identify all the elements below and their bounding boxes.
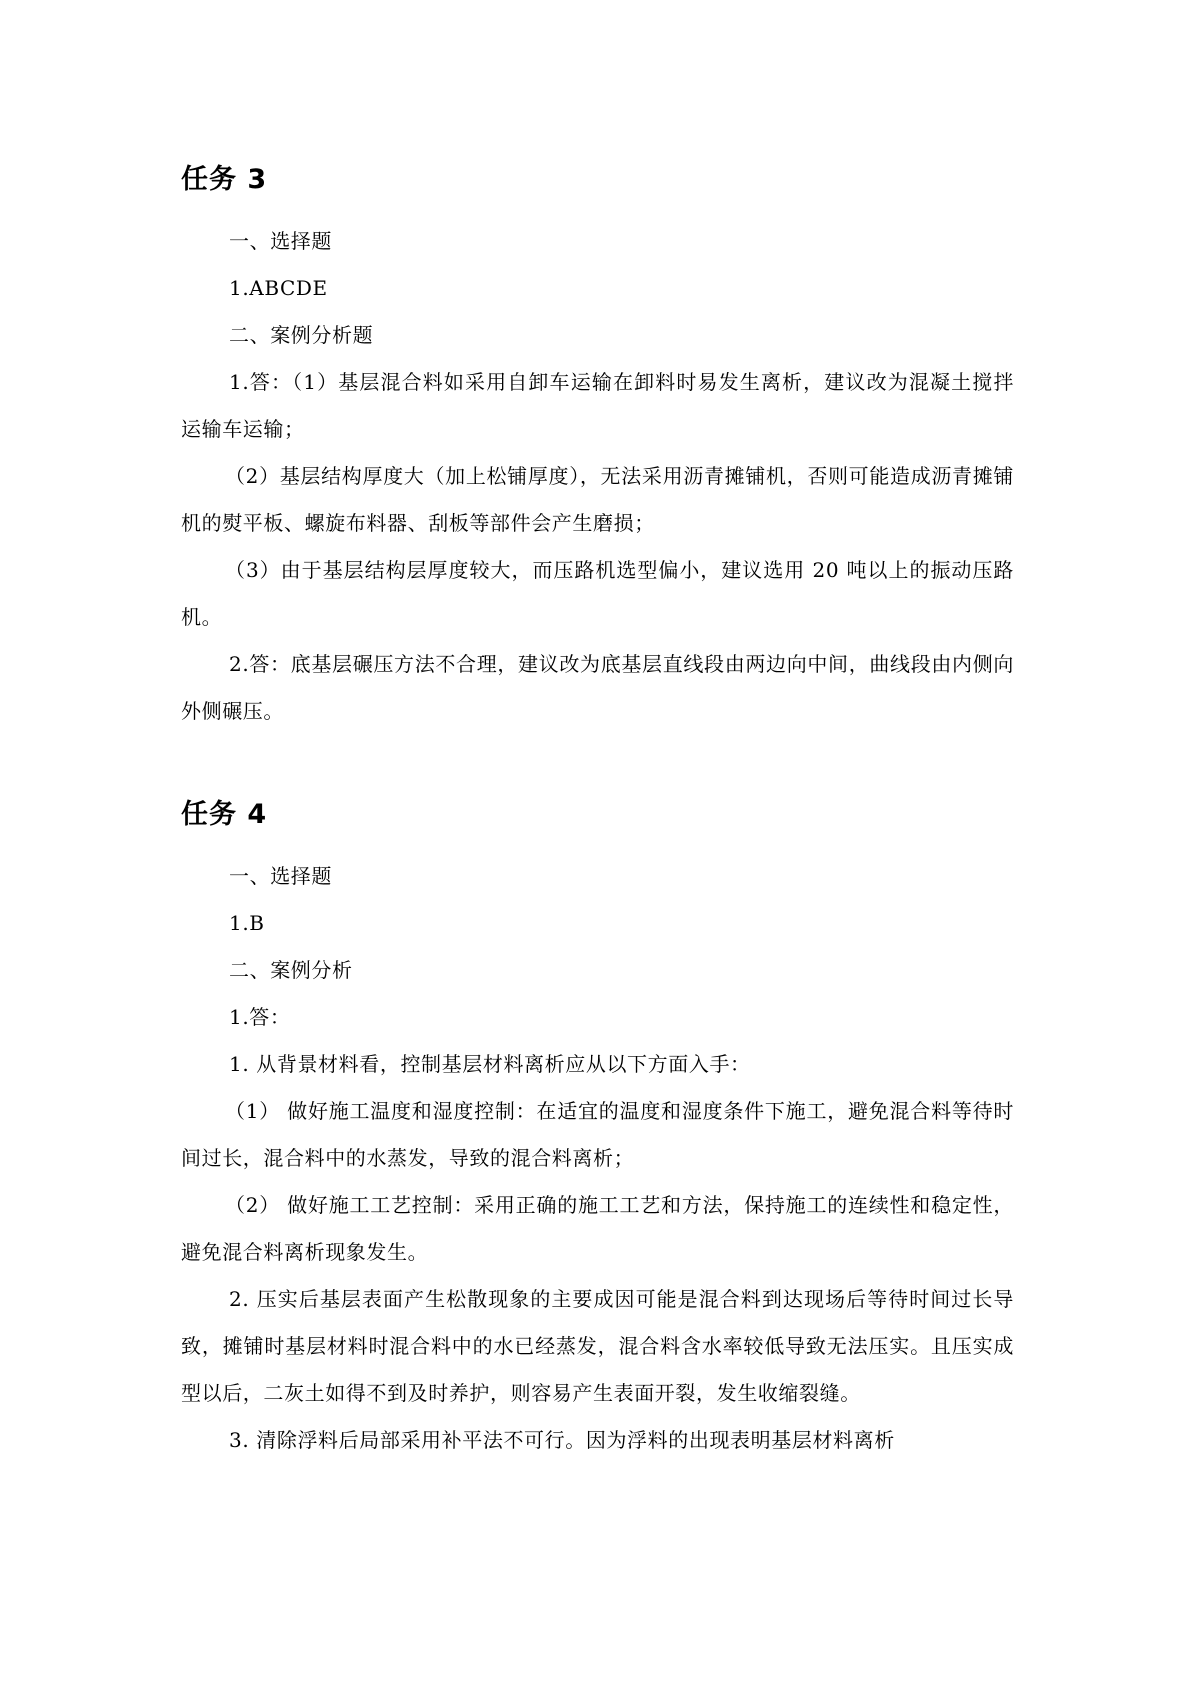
paragraph: 1.答： (229, 1005, 291, 1029)
spacer (181, 200, 1014, 218)
section-title: 任务 3 (181, 164, 268, 195)
section-task-4 (181, 795, 1014, 1464)
paragraph: （2）基层结构厚度大（加上松铺厚度），无法采用沥青摊铺机，否则可能造成沥青摊铺机的熨平板、螺旋布料器、刮板等部件会产生磨损； (181, 464, 1014, 535)
section-title: 任务 4 (181, 799, 268, 830)
paragraph: 二、案例分析题 (229, 323, 374, 347)
paragraph: 3. 清除浮料后局部采用补平法不可行。因为浮料的出现表明基层材料离析 (229, 1428, 895, 1452)
spacer (181, 835, 1014, 853)
paragraph: （3）由于基层结构层厚度较大，而压路机选型偏小，建议选用 20 吨以上的振动压路机。 (181, 558, 1014, 629)
paragraph: 一、选择题 (229, 229, 332, 253)
paragraph: 1.B (229, 911, 265, 935)
paragraph: 2.答：底基层碾压方法不合理，建议改为底基层直线段由两边向中间，曲线段由内侧向外侧碾压。 (181, 652, 1014, 723)
spacer (181, 735, 1014, 795)
paragraph: 二、案例分析 (229, 958, 353, 982)
document-content (181, 160, 1014, 1464)
paragraph: （2） 做好施工工艺控制：采用正确的施工工艺和方法，保持施工的连续性和稳定性，避免混合料离析现象发生。 (181, 1193, 1014, 1264)
section-task-3 (181, 160, 1014, 735)
paragraph: 2. 压实后基层表面产生松散现象的主要成因可能是混合料到达现场后等待时间过长导致，摊铺时基层材料时混合料中的水已经蒸发，混合料含水率较低导致无法压实。且压实成型以后，二灰土如得不到及时养护，则容易产生表面开裂，发生收缩裂缝。 (181, 1287, 1014, 1405)
paragraph: 一、选择题 (229, 864, 332, 888)
paragraph: 1.答：（1）基层混合料如采用自卸车运输在卸料时易发生离析，建议改为混凝土搅拌运输车运输； (181, 370, 1014, 441)
paragraph: 1.ABCDE (229, 276, 328, 300)
paragraph: （1） 做好施工温度和湿度控制：在适宜的温度和湿度条件下施工，避免混合料等待时间过长，混合料中的水蒸发，导致的混合料离析； (181, 1099, 1014, 1170)
paragraph: 1. 从背景材料看，控制基层材料离析应从以下方面入手： (229, 1052, 751, 1076)
